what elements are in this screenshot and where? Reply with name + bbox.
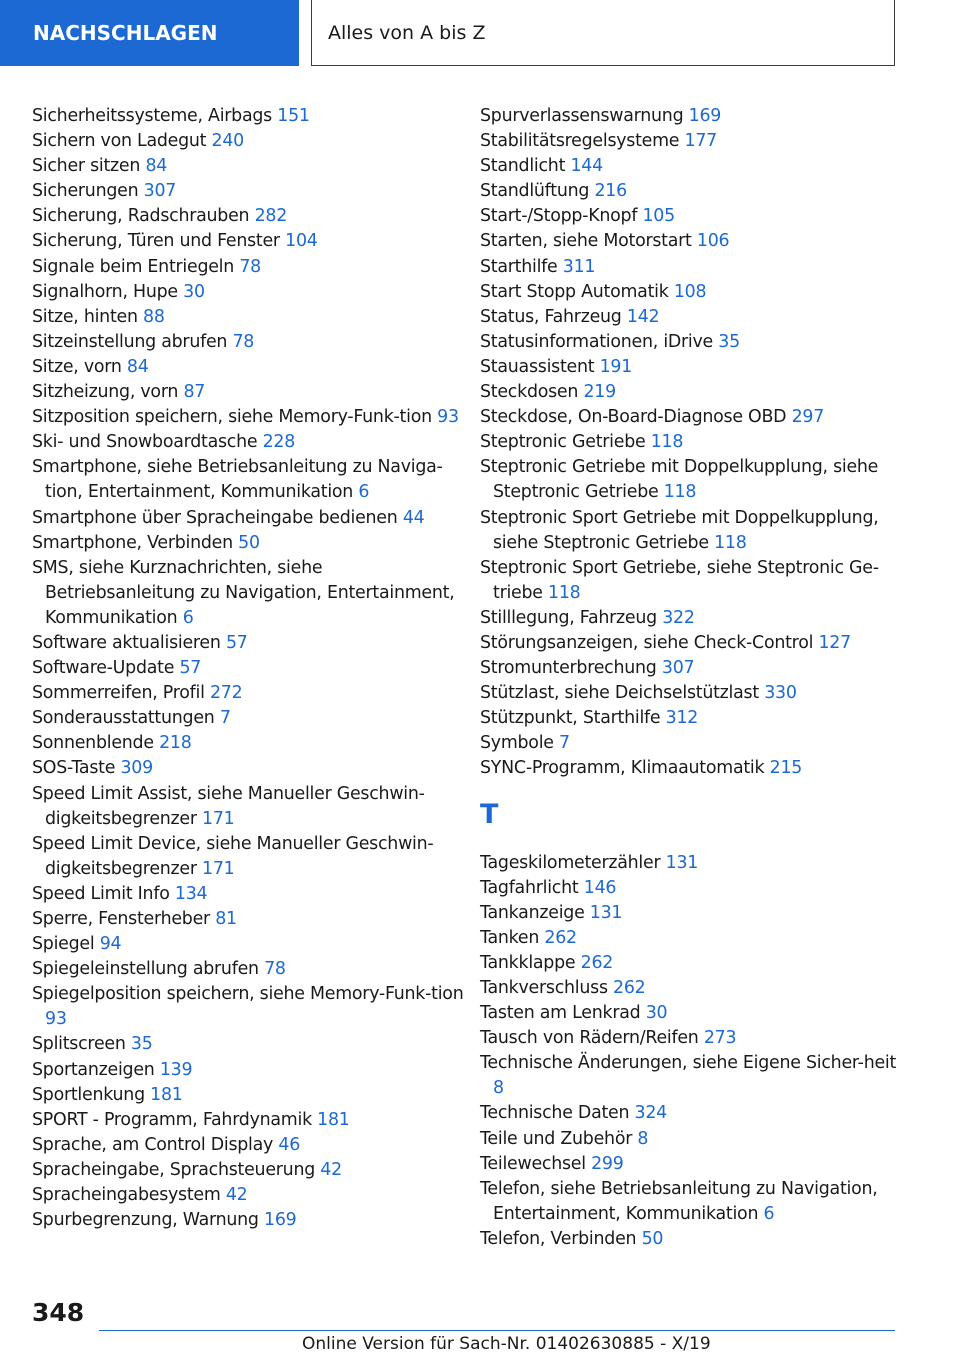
index-entry-term: Steptronic Getriebe — [480, 432, 646, 453]
index-entry — [480, 731, 900, 756]
index-entry — [480, 1026, 900, 1051]
index-entry-term: Teilewechsel — [480, 1153, 586, 1174]
index-entry — [480, 1001, 900, 1026]
index-entry-term: Sicherungen — [32, 181, 139, 202]
index-entry — [32, 204, 472, 229]
index-entry-term: Tasten am Lenkrad — [480, 1003, 641, 1024]
index-entry-page-link[interactable]: 57 — [179, 658, 202, 679]
index-entry-term: Sichern von Ladegut — [32, 131, 207, 152]
index-entry-term: Teile und Zubehör — [480, 1128, 633, 1149]
index-entry-page-link[interactable]: 7 — [219, 708, 231, 729]
index-entry-page-link[interactable]: 6 — [358, 482, 370, 503]
index-entry-page-link[interactable]: 216 — [594, 181, 627, 202]
index-entry-term: Spurverlassenswarnung — [480, 106, 684, 126]
index-entry-page-link[interactable]: 127 — [818, 632, 851, 653]
index-entry-term: Telefon, Verbinden — [480, 1228, 637, 1249]
index-entry — [32, 832, 472, 882]
index-entry-page-link[interactable]: 30 — [645, 1003, 668, 1024]
index-entry-term: SYNC-Programm, Klimaautomatik — [480, 758, 765, 779]
chapter-header — [311, 0, 895, 66]
index-entry-term: Sperre, Fensterheber — [32, 909, 210, 929]
index-entry — [32, 405, 472, 430]
index-entry — [32, 1058, 472, 1083]
index-entry — [480, 430, 900, 455]
index-entry-page-link[interactable]: 108 — [673, 281, 707, 302]
index-entry-term: Status, Fahrzeug — [480, 306, 622, 327]
index-entry-page-link[interactable]: 272 — [209, 683, 243, 704]
index-entry-term: SMS, siehe Kurznachrichten, siehe Betriebsanleitung zu Navigation, Entertainment, Kommunikation — [32, 557, 455, 628]
index-entry-page-link[interactable]: 297 — [791, 407, 825, 428]
index-entry-page-link[interactable]: 84 — [126, 356, 149, 377]
index-entry-page-link[interactable]: 7 — [559, 733, 570, 754]
index-entry — [480, 681, 900, 706]
index-entry — [32, 154, 472, 179]
index-entry-term: Standlicht — [480, 156, 566, 177]
index-entry — [480, 606, 900, 631]
index-entry-page-link[interactable]: 131 — [665, 852, 699, 873]
index-entry-page-link[interactable]: 87 — [183, 382, 206, 403]
index-entry — [32, 1083, 472, 1108]
index-entry-term: Start-/Stopp-Knopf — [480, 206, 638, 227]
index-entry-term: Tankklappe — [480, 952, 576, 973]
index-entry-term: Steckdosen — [480, 382, 579, 403]
index-entry-term: Spiegeleinstellung abrufen — [32, 959, 259, 980]
index-entry-page-link[interactable]: 262 — [544, 927, 577, 948]
index-entry-term: Sportlenkung — [32, 1084, 145, 1105]
index-entry-page-link[interactable]: 88 — [143, 306, 165, 327]
index-entry — [32, 531, 472, 556]
index-entry-term: Start Stopp Automatik — [480, 281, 669, 302]
index-entry — [480, 1227, 900, 1252]
index-entry-page-link[interactable]: 307 — [661, 658, 695, 679]
index-entry-term: Tankverschluss — [480, 978, 608, 998]
index-entry-page-link[interactable]: 171 — [202, 808, 235, 829]
index-entry-term: Steckdose, On-Board-Diagnose OBD — [480, 407, 787, 428]
chapter-title: Alles von A bis Z — [328, 21, 486, 44]
index-entry-page-link[interactable]: 273 — [703, 1028, 737, 1049]
index-entry-page-link[interactable]: 78 — [232, 331, 255, 352]
index-entry-term: Sitzeinstellung abrufen — [32, 331, 228, 352]
index-entry-term: Spracheingabesystem — [32, 1185, 221, 1206]
index-entry-page-link[interactable]: 240 — [211, 131, 244, 152]
index-entry-term: Stromunterbrechung — [480, 658, 657, 679]
section-tab-label: NACHSCHLAGEN — [33, 21, 218, 45]
index-entry — [32, 982, 472, 1032]
index-entry-page-link[interactable]: 171 — [202, 858, 235, 879]
section-letter-t: T — [480, 798, 499, 830]
index-entry — [32, 656, 472, 681]
index-entry-page-link[interactable]: 78 — [264, 959, 286, 980]
index-entry-term: Tageskilometerzähler — [480, 852, 661, 873]
index-entry — [480, 1177, 900, 1227]
index-column-left — [32, 104, 472, 1233]
index-entry — [480, 330, 900, 355]
index-entry-term: Sonderausstattungen — [32, 708, 215, 729]
index-entry — [480, 901, 900, 926]
index-entry-term: Störungsanzeigen, siehe Check-Control — [480, 632, 814, 653]
index-entry-page-link[interactable]: 282 — [254, 206, 288, 227]
index-entry — [480, 1101, 900, 1126]
index-entry-page-link[interactable]: 169 — [688, 106, 722, 126]
index-entry-term: Software aktualisieren — [32, 632, 221, 653]
index-entry-term: Sitze, hinten — [32, 306, 138, 327]
index-entry-page-link[interactable]: 106 — [696, 231, 730, 252]
index-entry-page-link[interactable]: 8 — [637, 1128, 649, 1149]
index-entry-page-link[interactable]: 262 — [613, 978, 646, 998]
index-entry — [480, 506, 900, 556]
index-entry-term: Tagfahrlicht — [480, 877, 579, 898]
index-entry-page-link[interactable]: 191 — [599, 356, 633, 377]
index-entry-page-link[interactable]: 6 — [763, 1203, 775, 1224]
index-entry-page-link[interactable]: 144 — [570, 156, 603, 177]
index-entry-page-link[interactable]: 84 — [145, 156, 168, 177]
index-entry — [480, 154, 900, 179]
index-entry-page-link[interactable]: 218 — [159, 733, 192, 754]
index-entry-page-link[interactable]: 81 — [215, 909, 237, 929]
index-entry-term: Sportanzeigen — [32, 1059, 155, 1080]
footer-online-version: Online Version für Sach-Nr. 01402630885 - X/19 — [302, 1334, 711, 1354]
index-entry-page-link[interactable]: 94 — [99, 934, 122, 955]
index-entry-page-link[interactable]: 151 — [277, 106, 310, 126]
index-entry-page-link[interactable]: 50 — [641, 1228, 664, 1249]
index-entry-page-link[interactable]: 44 — [402, 507, 425, 528]
index-entry — [32, 1208, 472, 1233]
index-entry — [32, 255, 472, 280]
index-entry-term: Signale beim Entriegeln — [32, 256, 235, 277]
index-entry-term: Tanken — [480, 927, 540, 948]
index-entry-page-link[interactable]: 322 — [662, 607, 695, 628]
index-entry-page-link[interactable]: 177 — [684, 131, 717, 152]
index-entry-term: Sonnenblende — [32, 733, 154, 754]
index-entry — [480, 756, 900, 781]
index-entry — [480, 1051, 900, 1101]
index-entry-page-link[interactable]: 42 — [225, 1185, 248, 1206]
index-entry — [480, 1127, 900, 1152]
index-entry-term: Technische Daten — [480, 1103, 630, 1124]
index-entry — [480, 229, 900, 254]
index-entry — [32, 882, 472, 907]
index-entry — [32, 305, 472, 330]
index-entry-page-link[interactable]: 6 — [182, 607, 194, 628]
index-entry-term: Ski- und Snowboardtasche — [32, 432, 258, 453]
index-entry-term: Symbole — [480, 733, 554, 754]
index-entry-term: Stauassistent — [480, 356, 595, 377]
page-number: 348 — [32, 1298, 85, 1327]
index-entry-term: Sicherung, Radschrauben — [32, 206, 250, 227]
index-entry-term: Sitze, vorn — [32, 356, 122, 377]
index-entry-term: Starten, siehe Motorstart — [480, 231, 692, 252]
index-entry-page-link[interactable]: 35 — [718, 331, 740, 352]
index-entry — [480, 656, 900, 681]
index-entry-term: Software-Update — [32, 658, 175, 679]
index-entry-page-link[interactable]: 330 — [764, 683, 797, 704]
index-entry-term: Sicher sitzen — [32, 156, 141, 177]
index-entry-term: Standlüftung — [480, 181, 590, 202]
index-entry — [32, 330, 472, 355]
index-entry-page-link[interactable]: 309 — [120, 758, 153, 779]
index-entry — [32, 229, 472, 254]
index-entry — [32, 731, 472, 756]
index-entry-term: Telefon, siehe Betriebsanleitung zu Navigation, Entertainment, Kommunikation — [480, 1178, 878, 1224]
index-entry-page-link[interactable]: 134 — [174, 883, 208, 904]
index-entry-term: Stabilitätsregelsysteme — [480, 131, 680, 152]
index-group-t — [480, 851, 900, 1253]
index-entry — [480, 455, 900, 505]
index-entry — [32, 1133, 472, 1158]
index-entry-page-link[interactable]: 93 — [45, 1009, 67, 1030]
index-entry-page-link[interactable]: 139 — [159, 1059, 193, 1080]
index-entry — [32, 179, 472, 204]
index-entry-page-link[interactable]: 93 — [437, 407, 459, 428]
index-entry — [32, 1032, 472, 1057]
index-entry-page-link[interactable]: 181 — [317, 1109, 350, 1130]
index-entry-term: Technische Änderungen, siehe Eigene Sicher-heit — [480, 1053, 897, 1074]
index-entry-term: Steptronic Getriebe mit Doppelkupplung, siehe Steptronic Getriebe — [480, 457, 879, 503]
index-entry-page-link[interactable]: 146 — [583, 877, 617, 898]
index-entry — [32, 430, 472, 455]
index-entry — [480, 876, 900, 901]
index-entry — [480, 204, 900, 229]
index-entry-page-link[interactable]: 35 — [130, 1034, 153, 1055]
index-entry-page-link[interactable]: 307 — [143, 181, 177, 202]
index-entry-term: Speed Limit Device, siehe Manueller Geschwin-digkeitsbegrenzer — [32, 833, 434, 879]
index-entry-term: Statusinformationen, iDrive — [480, 331, 714, 352]
index-entry-term: SOS-Taste — [32, 758, 116, 779]
index-entry — [32, 1158, 472, 1183]
index-group-s — [480, 104, 900, 782]
index-entry-page-link[interactable]: 169 — [264, 1210, 297, 1231]
index-entry — [32, 129, 472, 154]
index-entry-term: Spracheingabe, Sprachsteuerung — [32, 1159, 316, 1180]
index-entry — [480, 556, 900, 606]
index-entry-term: Signalhorn, Hupe — [32, 281, 178, 302]
index-entry-page-link[interactable]: 299 — [591, 1153, 624, 1174]
index-entry-page-link[interactable]: 42 — [320, 1159, 342, 1180]
index-entry-term: Sommerreifen, Profil — [32, 683, 205, 704]
index-entry — [32, 1183, 472, 1208]
index-entry — [32, 681, 472, 706]
index-entry-page-link[interactable]: 312 — [665, 708, 699, 729]
index-entry-term: Speed Limit Info — [32, 883, 170, 904]
index-entry-term: Tankanzeige — [480, 902, 585, 923]
index-entry-term: Speed Limit Assist, siehe Manueller Geschwin-digkeitsbegrenzer — [32, 783, 425, 829]
index-entry-page-link[interactable]: 181 — [150, 1084, 183, 1105]
index-entry-page-link[interactable]: 219 — [583, 382, 616, 403]
index-entry — [480, 706, 900, 731]
section-tab — [0, 0, 299, 66]
index-entry — [32, 706, 472, 731]
index-entry — [480, 129, 900, 154]
index-entry-page-link[interactable]: 118 — [650, 432, 684, 453]
index-entry — [32, 957, 472, 982]
index-entry — [32, 506, 472, 531]
index-entry-term: Tausch von Rädern/Reifen — [480, 1028, 699, 1049]
index-entry-term: Steptronic Sport Getriebe, siehe Steptronic Ge-triebe — [480, 557, 879, 603]
index-entry-term: Sicherung, Türen und Fenster — [32, 231, 280, 252]
index-entry — [32, 455, 472, 505]
index-entry-page-link[interactable]: 228 — [262, 432, 296, 453]
index-entry-term: Sitzposition speichern, siehe Memory-Funk-tion — [32, 407, 432, 428]
index-entry-term: SPORT - Programm, Fahrdynamik — [32, 1109, 312, 1130]
index-entry — [480, 405, 900, 430]
index-entry — [480, 951, 900, 976]
index-entry-page-link[interactable]: 215 — [769, 758, 803, 779]
index-entry-page-link[interactable]: 118 — [663, 482, 697, 503]
index-entry-term: Splitscreen — [32, 1034, 126, 1055]
index-entry — [32, 556, 472, 631]
index-entry — [480, 355, 900, 380]
index-column-right — [480, 104, 900, 1252]
index-entry-page-link[interactable]: 105 — [642, 206, 675, 227]
index-entry-page-link[interactable]: 78 — [239, 256, 261, 277]
index-entry — [480, 631, 900, 656]
index-entry — [480, 280, 900, 305]
index-entry-page-link[interactable]: 311 — [562, 256, 596, 277]
index-entry — [32, 782, 472, 832]
index-entry — [32, 907, 472, 932]
index-entry — [32, 932, 472, 957]
index-entry-term: Sitzheizung, vorn — [32, 382, 179, 403]
index-entry — [32, 631, 472, 656]
index-entry — [32, 1108, 472, 1133]
index-entry — [480, 851, 900, 876]
index-entry-term: Sicherheitssysteme, Airbags — [32, 106, 272, 126]
index-entry — [32, 280, 472, 305]
index-entry-page-link[interactable]: 104 — [285, 231, 318, 252]
index-entry-term: Stützpunkt, Starthilfe — [480, 708, 661, 729]
index-entry-page-link[interactable]: 46 — [278, 1134, 301, 1155]
index-entry-term: Steptronic Sport Getriebe mit Doppelkupplung, siehe Steptronic Getriebe — [480, 507, 879, 553]
index-entry — [480, 104, 900, 129]
index-entry-page-link[interactable]: 131 — [589, 902, 623, 923]
index-entry-page-link[interactable]: 57 — [225, 632, 248, 653]
index-entry — [480, 255, 900, 280]
index-entry — [480, 179, 900, 204]
index-entry-term: Spiegelposition speichern, siehe Memory-Funk-tion — [32, 984, 464, 1005]
index-entry — [480, 976, 900, 1001]
index-entry — [480, 305, 900, 330]
index-entry-page-link[interactable]: 8 — [493, 1078, 504, 1099]
index-entry-term: Stilllegung, Fahrzeug — [480, 607, 657, 628]
index-entry-term: Smartphone über Spracheingabe bedienen — [32, 507, 398, 528]
index-entry — [480, 1152, 900, 1177]
index-entry-page-link[interactable]: 142 — [626, 306, 660, 327]
footer-divider — [99, 1330, 895, 1331]
index-entry — [32, 380, 472, 405]
index-entry-term: Smartphone, siehe Betriebsanleitung zu Naviga-tion, Entertainment, Kommunikation — [32, 457, 443, 503]
index-entry-term: Spiegel — [32, 934, 95, 955]
index-entry — [32, 355, 472, 380]
index-entry-term: Stützlast, siehe Deichselstützlast — [480, 683, 759, 704]
index-entry-page-link[interactable]: 118 — [548, 582, 581, 603]
index-entry-term: Starthilfe — [480, 256, 558, 277]
index-entry-page-link[interactable]: 30 — [183, 281, 205, 302]
index-entry-term: Sprache, am Control Display — [32, 1134, 274, 1155]
index-entry-page-link[interactable]: 118 — [714, 532, 747, 553]
index-entry — [32, 104, 472, 129]
index-entry-page-link[interactable]: 50 — [238, 532, 260, 553]
index-entry-term: Spurbegrenzung, Warnung — [32, 1210, 259, 1231]
index-entry — [480, 380, 900, 405]
index-entry-page-link[interactable]: 324 — [634, 1103, 667, 1124]
index-entry — [32, 756, 472, 781]
index-entry-page-link[interactable]: 262 — [580, 952, 614, 973]
index-entry — [480, 926, 900, 951]
index-entry-term: Smartphone, Verbinden — [32, 532, 233, 553]
